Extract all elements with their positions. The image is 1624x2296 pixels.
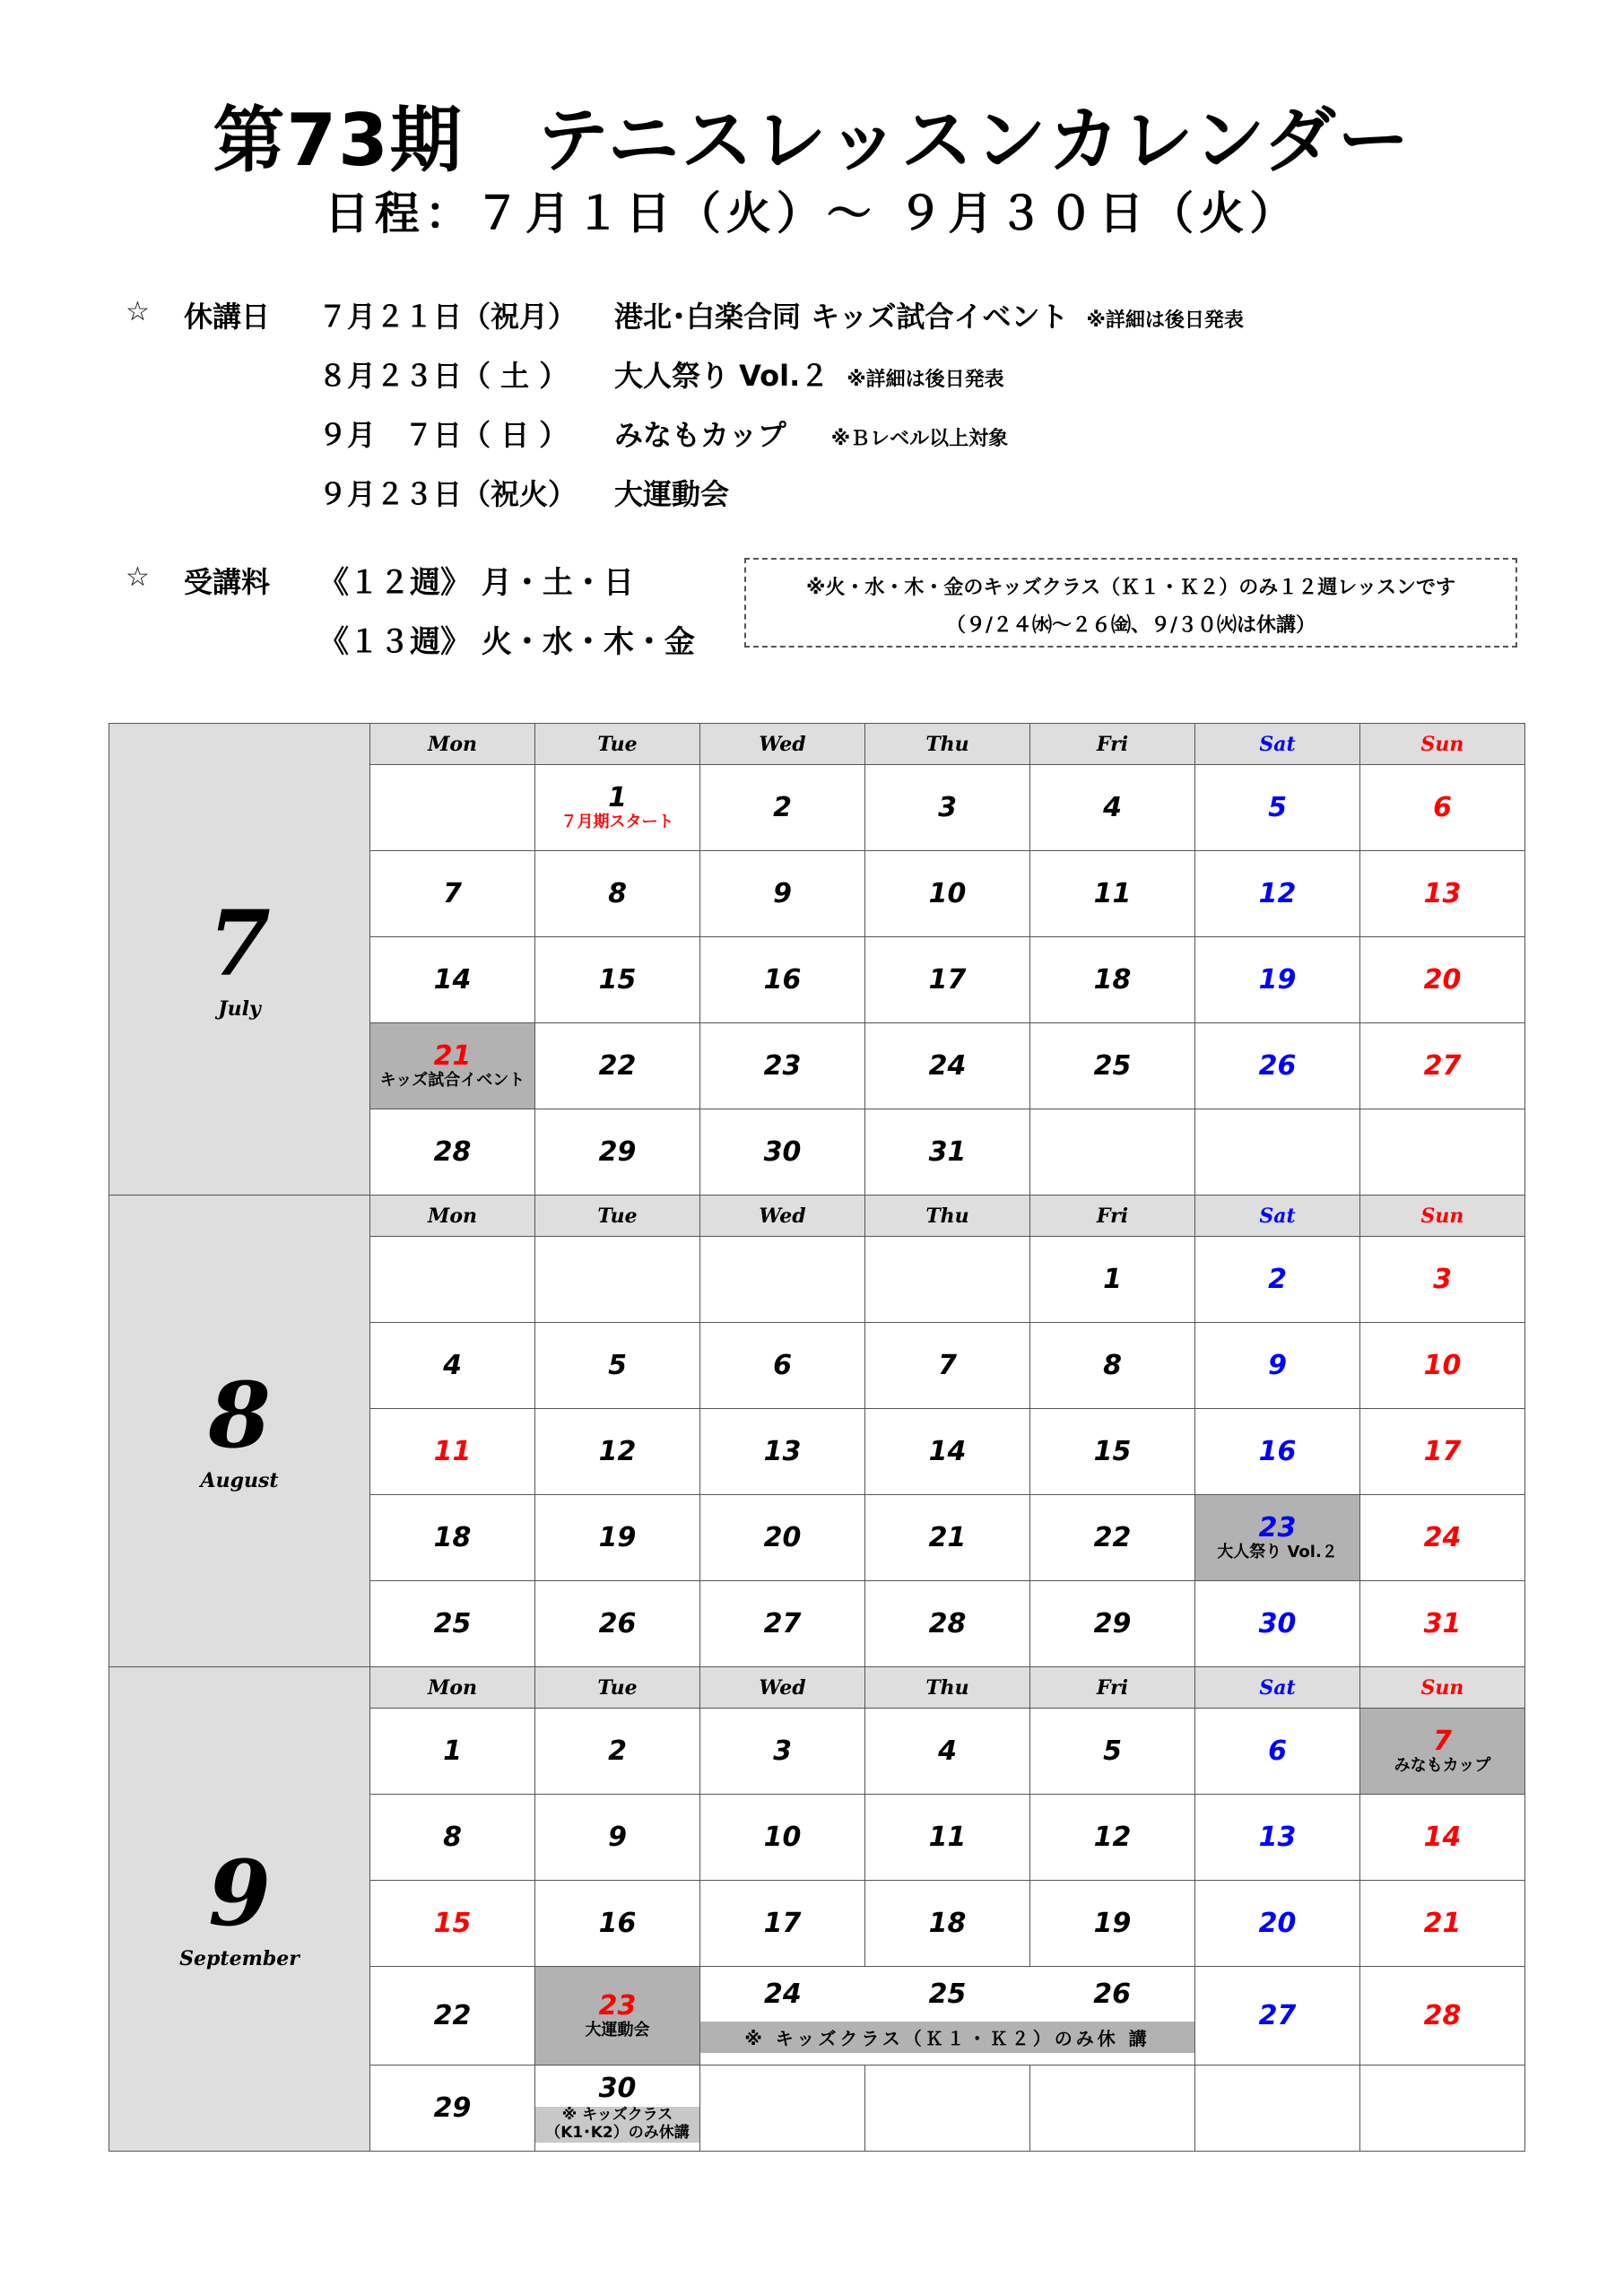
weekday-thu: Thu — [865, 724, 1030, 765]
month-number: 9 — [208, 1839, 271, 1946]
holiday-row — [318, 294, 1244, 335]
day-cell: 8 — [370, 1795, 535, 1881]
day-cell: 3 — [865, 765, 1030, 851]
month-number: 7 — [208, 890, 271, 996]
star-icon: ☆ — [126, 561, 150, 593]
day-cell: 31 — [1360, 1581, 1525, 1667]
weekday-sun: Sun — [1360, 724, 1525, 765]
kids-class-note-box — [744, 558, 1517, 648]
weekday-tue: Tue — [535, 724, 700, 765]
day-cell: 30 ※ キッズクラス （K1･K2）のみ休講 — [535, 2066, 700, 2152]
weekday-sat: Sat — [1195, 724, 1360, 765]
holiday-cell: 23 大運動会 — [535, 1967, 700, 2066]
day-cell: 25 — [1030, 1023, 1195, 1109]
day-cell: 8 — [1030, 1323, 1195, 1409]
day-cell: 7 — [370, 851, 535, 937]
day-cell: 12 — [535, 1409, 700, 1495]
kids-off-span: 24 25 26 ※ キッズクラス（Ｋ１・Ｋ２）のみ休 講 — [700, 1967, 1195, 2066]
weekday-sat: Sat — [1195, 1196, 1360, 1237]
day-cell: 5 — [1030, 1709, 1195, 1795]
day-cell: 22 — [1030, 1495, 1195, 1581]
day-cell: 7 — [865, 1323, 1030, 1409]
holiday-date: ８月２３日（ 土 ） — [318, 359, 569, 393]
event-note: 大運動会 — [585, 2021, 650, 2040]
weekday-sun: Sun — [1360, 1667, 1525, 1709]
holiday-cell: 21 キッズ試合イベント — [370, 1023, 535, 1109]
day-cell: 29 — [370, 2066, 535, 2152]
day-cell — [1030, 2066, 1195, 2152]
weekday-fri: Fri — [1030, 724, 1195, 765]
holiday-event: 大人祭り Vol.２ — [614, 359, 829, 393]
day-cell — [1360, 2066, 1525, 2152]
day-cell: 14 — [370, 937, 535, 1023]
day-cell: 4 — [1030, 765, 1195, 851]
day-cell: 6 — [1360, 765, 1525, 851]
day-cell: 30 — [1195, 1581, 1360, 1667]
weekday-fri: Fri — [1030, 1196, 1195, 1237]
weekday-wed: Wed — [700, 1667, 865, 1709]
holiday-cell: 7 みなもカップ — [1360, 1709, 1525, 1795]
day-cell: 26 — [535, 1581, 700, 1667]
holiday-note: ※詳細は後日発表 — [1086, 309, 1244, 332]
day-cell: 15 — [370, 1881, 535, 1967]
day-cell: 14 — [1360, 1795, 1525, 1881]
event-note: キッズ試合イベント — [379, 1071, 525, 1091]
day-cell: 19 — [1030, 1881, 1195, 1967]
day-cell: 13 — [1360, 851, 1525, 937]
day-cell: 6 — [700, 1323, 865, 1409]
day-cell: 20 — [1360, 937, 1525, 1023]
weekday-tue: Tue — [535, 1667, 700, 1709]
schedule-range: 日程：７月１日（火）～ ９月３０日（火） — [324, 187, 1300, 239]
weekday-header — [109, 1196, 1525, 1237]
holiday-event: 大運動会 — [614, 477, 730, 511]
holiday-note: ※詳細は後日発表 — [847, 369, 1004, 391]
kids-off-note: ※ キッズクラス（Ｋ１・Ｋ２）のみ休 講 — [700, 2022, 1194, 2053]
day-cell: 24 — [865, 1023, 1030, 1109]
month-name: July — [218, 996, 261, 1021]
day-cell — [1195, 2066, 1360, 2152]
fee-12-weeks: 《１２週》 月・土・日 — [318, 565, 634, 601]
event-note: 大人祭り Vol.２ — [1217, 1543, 1338, 1562]
day-cell: 29 — [1030, 1581, 1195, 1667]
weekday-sat: Sat — [1195, 1667, 1360, 1709]
day-cell: 2 — [535, 1709, 700, 1795]
day-cell — [535, 765, 700, 851]
day-cell: 12 — [1195, 851, 1360, 937]
holiday-note: ※Ｂレベル以上対象 — [830, 428, 1009, 450]
weekday-wed: Wed — [700, 724, 865, 765]
day-cell: 12 — [1030, 1795, 1195, 1881]
weekday-header — [109, 724, 1525, 765]
day-cell — [370, 1237, 535, 1323]
day-cell: 23 — [700, 1023, 865, 1109]
month-name: September — [179, 1946, 300, 1970]
holiday-row — [318, 413, 1008, 454]
day-cell — [1030, 1109, 1195, 1196]
day-cell: 9 — [535, 1795, 700, 1881]
day-cell: 18 — [1030, 937, 1195, 1023]
day-cell: 25 — [370, 1581, 535, 1667]
day-cell: 18 — [370, 1495, 535, 1581]
day-cell: 11 — [1030, 851, 1195, 937]
day-cell: 21 — [1360, 1881, 1525, 1967]
day-cell — [700, 1237, 865, 1323]
day-cell: 13 — [700, 1409, 865, 1495]
month-number: 8 — [208, 1361, 271, 1468]
holiday-date: ９月 ７日（ 日 ） — [318, 418, 569, 452]
day-cell: 22 — [370, 1967, 535, 2066]
day-cell — [370, 765, 535, 851]
day-cell: 8 — [535, 851, 700, 937]
day-cell: 17 — [700, 1881, 865, 1967]
page-title: 第73期 テニスレッスンカレンダー — [213, 99, 1411, 182]
day-cell — [535, 1237, 700, 1323]
day-cell: 10 — [700, 1795, 865, 1881]
weekday-thu: Thu — [865, 1196, 1030, 1237]
day-cell: 3 — [700, 1709, 865, 1795]
weekday-header — [109, 1667, 1525, 1709]
day-cell: 26 — [1195, 1023, 1360, 1109]
calendar-table — [109, 723, 1525, 2152]
holiday-date: ７月２１日（祝月） — [318, 300, 578, 334]
month-september — [109, 1667, 370, 2152]
holiday-date: ９月２３日（祝火） — [318, 477, 578, 511]
day-cell: 16 — [535, 1881, 700, 1967]
day-cell: 24 — [1360, 1495, 1525, 1581]
weekday-tue: Tue — [535, 1196, 700, 1237]
day-cell: 5 — [1195, 765, 1360, 851]
day-cell: 22 — [535, 1023, 700, 1109]
day-cell: 13 — [1195, 1795, 1360, 1881]
kids-note-line2: （９/２４㈬～２６㈮、９/３０㈫は休講） — [945, 614, 1316, 637]
day-cell: 27 — [1195, 1967, 1360, 2066]
fee-13-weeks: 《１３週》 火・水・木・金 — [318, 624, 695, 660]
day-cell: 2 — [700, 765, 865, 851]
month-name: August — [200, 1468, 279, 1492]
weekday-mon: Mon — [370, 1667, 535, 1709]
holidays-label: 休講日 — [184, 300, 271, 334]
weekday-wed: Wed — [700, 1196, 865, 1237]
holiday-row — [318, 353, 1004, 395]
day-cell: 27 — [700, 1581, 865, 1667]
day-cell: 28 — [865, 1581, 1030, 1667]
holiday-row — [318, 472, 747, 513]
kids-off-note: ※ キッズクラス （K1･K2）のみ休講 — [535, 2107, 699, 2142]
day-cell: 15 — [535, 937, 700, 1023]
day-cell: 28 — [370, 1109, 535, 1196]
day-cell: 16 — [700, 937, 865, 1023]
day-cell — [1195, 1109, 1360, 1196]
weekday-fri: Fri — [1030, 1667, 1195, 1709]
weekday-thu: Thu — [865, 1667, 1030, 1709]
day-cell: 19 — [1195, 937, 1360, 1023]
kids-note-line1: ※火・水・木・金のキッズクラス（Ｋ１・Ｋ２）のみ１２週レッスンです — [805, 577, 1456, 599]
holiday-event: みなもカップ — [614, 418, 786, 452]
day-cell — [865, 2066, 1030, 2152]
weekday-sun: Sun — [1360, 1196, 1525, 1237]
day-cell — [865, 1237, 1030, 1323]
day-cell: 11 — [865, 1795, 1030, 1881]
day-cell: 10 — [865, 851, 1030, 937]
day-cell: 31 — [865, 1109, 1030, 1196]
day-cell: 10 — [1360, 1323, 1525, 1409]
weekday-mon: Mon — [370, 724, 535, 765]
day-cell: 5 — [535, 1323, 700, 1409]
day-cell: 11 — [370, 1409, 535, 1495]
day-cell: 29 — [535, 1109, 700, 1196]
day-cell: 30 — [700, 1109, 865, 1196]
star-icon: ☆ — [126, 296, 150, 327]
day-cell: 15 — [1030, 1409, 1195, 1495]
day-number: 1 — [608, 782, 627, 814]
day-cell: 1 — [370, 1709, 535, 1795]
day-cell: 9 — [1195, 1323, 1360, 1409]
day-cell: 1 — [1030, 1237, 1195, 1323]
day-cell: 17 — [865, 937, 1030, 1023]
day-cell: 16 — [1195, 1409, 1360, 1495]
day-cell: 17 — [1360, 1409, 1525, 1495]
holiday-event: 港北･白楽合同 キッズ試合イベント — [614, 300, 1069, 334]
weekday-mon: Mon — [370, 1196, 535, 1237]
day-cell: 27 — [1360, 1023, 1525, 1109]
day-cell — [1360, 1109, 1525, 1196]
event-note: みなもカップ — [1394, 1756, 1491, 1776]
day-cell: 6 — [1195, 1709, 1360, 1795]
day-cell: 3 — [1360, 1237, 1525, 1323]
day-cell: 19 — [535, 1495, 700, 1581]
day-cell: 20 — [1195, 1881, 1360, 1967]
day-cell: 4 — [865, 1709, 1030, 1795]
day-cell: 28 — [1360, 1967, 1525, 2066]
day-cell: 20 — [700, 1495, 865, 1581]
day-cell: 9 — [700, 851, 865, 937]
day-cell: 14 — [865, 1409, 1030, 1495]
fees-label: 受講料 — [184, 565, 271, 599]
month-august — [109, 1196, 370, 1667]
day-cell: 18 — [865, 1881, 1030, 1967]
holiday-cell: 23 大人祭り Vol.２ — [1195, 1495, 1360, 1581]
day-cell: 4 — [370, 1323, 535, 1409]
day-cell: 21 — [865, 1495, 1030, 1581]
day-cell — [700, 2066, 865, 2152]
july-start-note: ７月期スタート — [560, 813, 674, 832]
day-cell: 2 — [1195, 1237, 1360, 1323]
month-july — [109, 724, 370, 1196]
